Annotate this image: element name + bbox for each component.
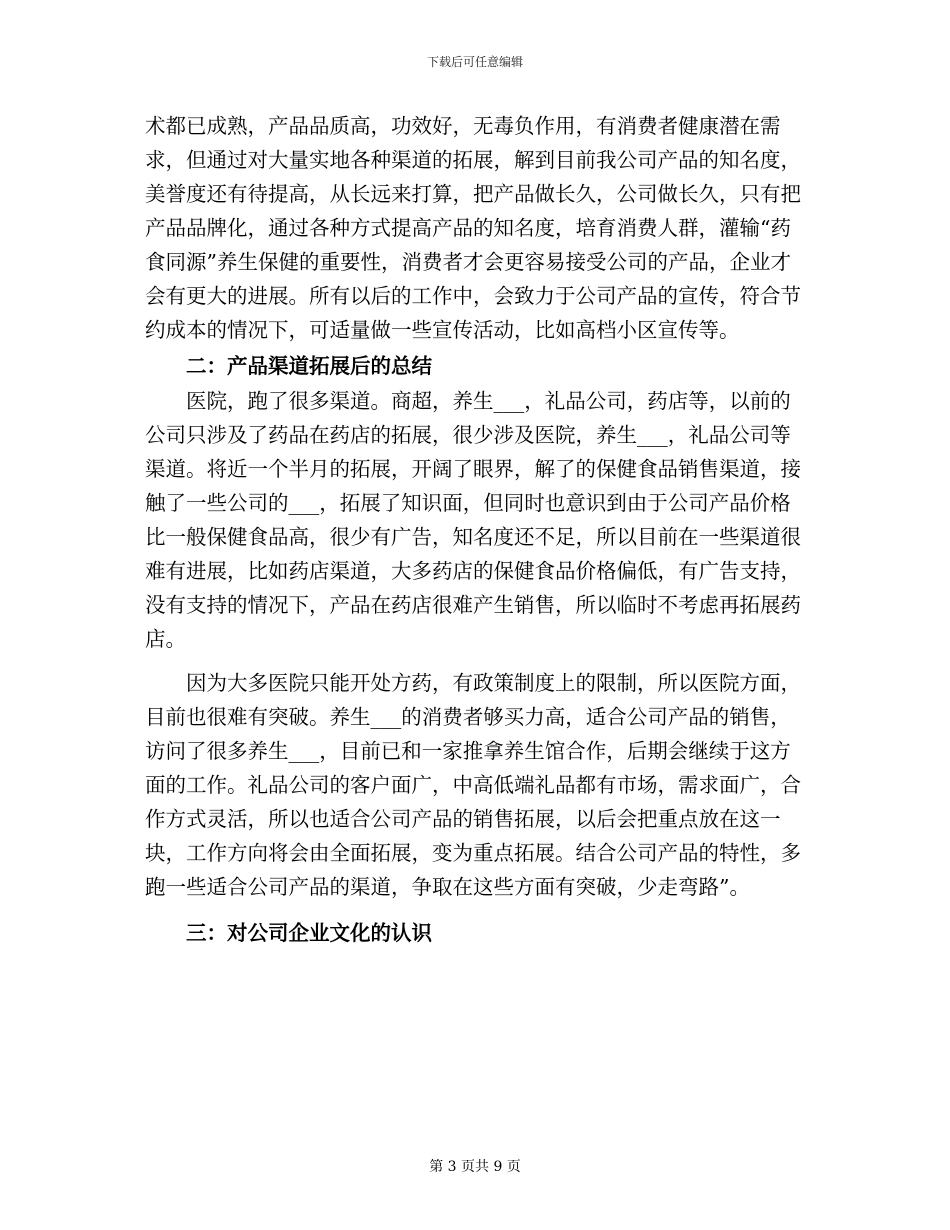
section-heading-3: 三：对公司企业文化的认识 [186, 921, 432, 945]
document-body [145, 109, 805, 951]
paragraph-channel-summary: 医院，跑了很多渠道。商超，养生___，礼品公司，药店等，以前的公司只涉及了药品在药店的拓展，很少涉及医院，养生___，礼品公司等渠道。将近一个半月的拓展，开阔了眼界，解了的保健食品销售渠道，接触了一些公司的___，拓展了知识面，但同时也意识到由于公司产品价格比一般保健食品高，很少有广告，知名度还不足，所以目前在一些渠道很难有进展，比如药店渠道，大多药店的保健食品价格偏低，有广告支持，没有支持的情况下，产品在药店很难产生销售，所以临时不考虑再拓展药店。 [145, 389, 801, 651]
page-header: 下载后可任意编辑 [426, 55, 523, 69]
section-heading-2: 二：产品渠道拓展后的总结 [186, 354, 432, 378]
paragraph-continued: 术都已成熟，产品品质高，功效好，无毒负作用，有消费者健康潜在需求，但通过对大量实地各种渠道的拓展，解到目前我公司产品的知名度，美誉度还有待提高，从长远来打算，把产品做长久，公司做长久，只有把产品品牌化，通过各种方式提高产品的知名度，培育消费人群，灌输“药食同源”养生保健的重要性，消费者才会更容易接受公司的产品，企业才会有更大的进展。所有以后的工作中，会致力于公司产品的宣传，符合节约成本的情况下，可适量做一些宣传活动，比如高档小区宣传等。 [145, 114, 801, 342]
paragraph-hospital-channel: 因为大多医院只能开处方药，有政策制度上的限制，所以医院方面，目前也很难有突破。养生___的消费者够买力高，适合公司产品的销售，访问了很多养生___，目前已和一家推拿养生馆合作，后期会继续于这方面的工作。礼品公司的客户面广，中高低端礼品都有市场，需求面广，合作方式灵活，所以也适合公司产品的销售拓展，以后会把重点放在这一块，工作方向将会由全面拓展，变为重点拓展。结合公司产品的特性，多跑一些适合公司产品的渠道，争取在这些方面有突破，少走弯路”。 [145, 671, 801, 899]
page-footer: 第 3 页共 9 页 [429, 1159, 521, 1175]
